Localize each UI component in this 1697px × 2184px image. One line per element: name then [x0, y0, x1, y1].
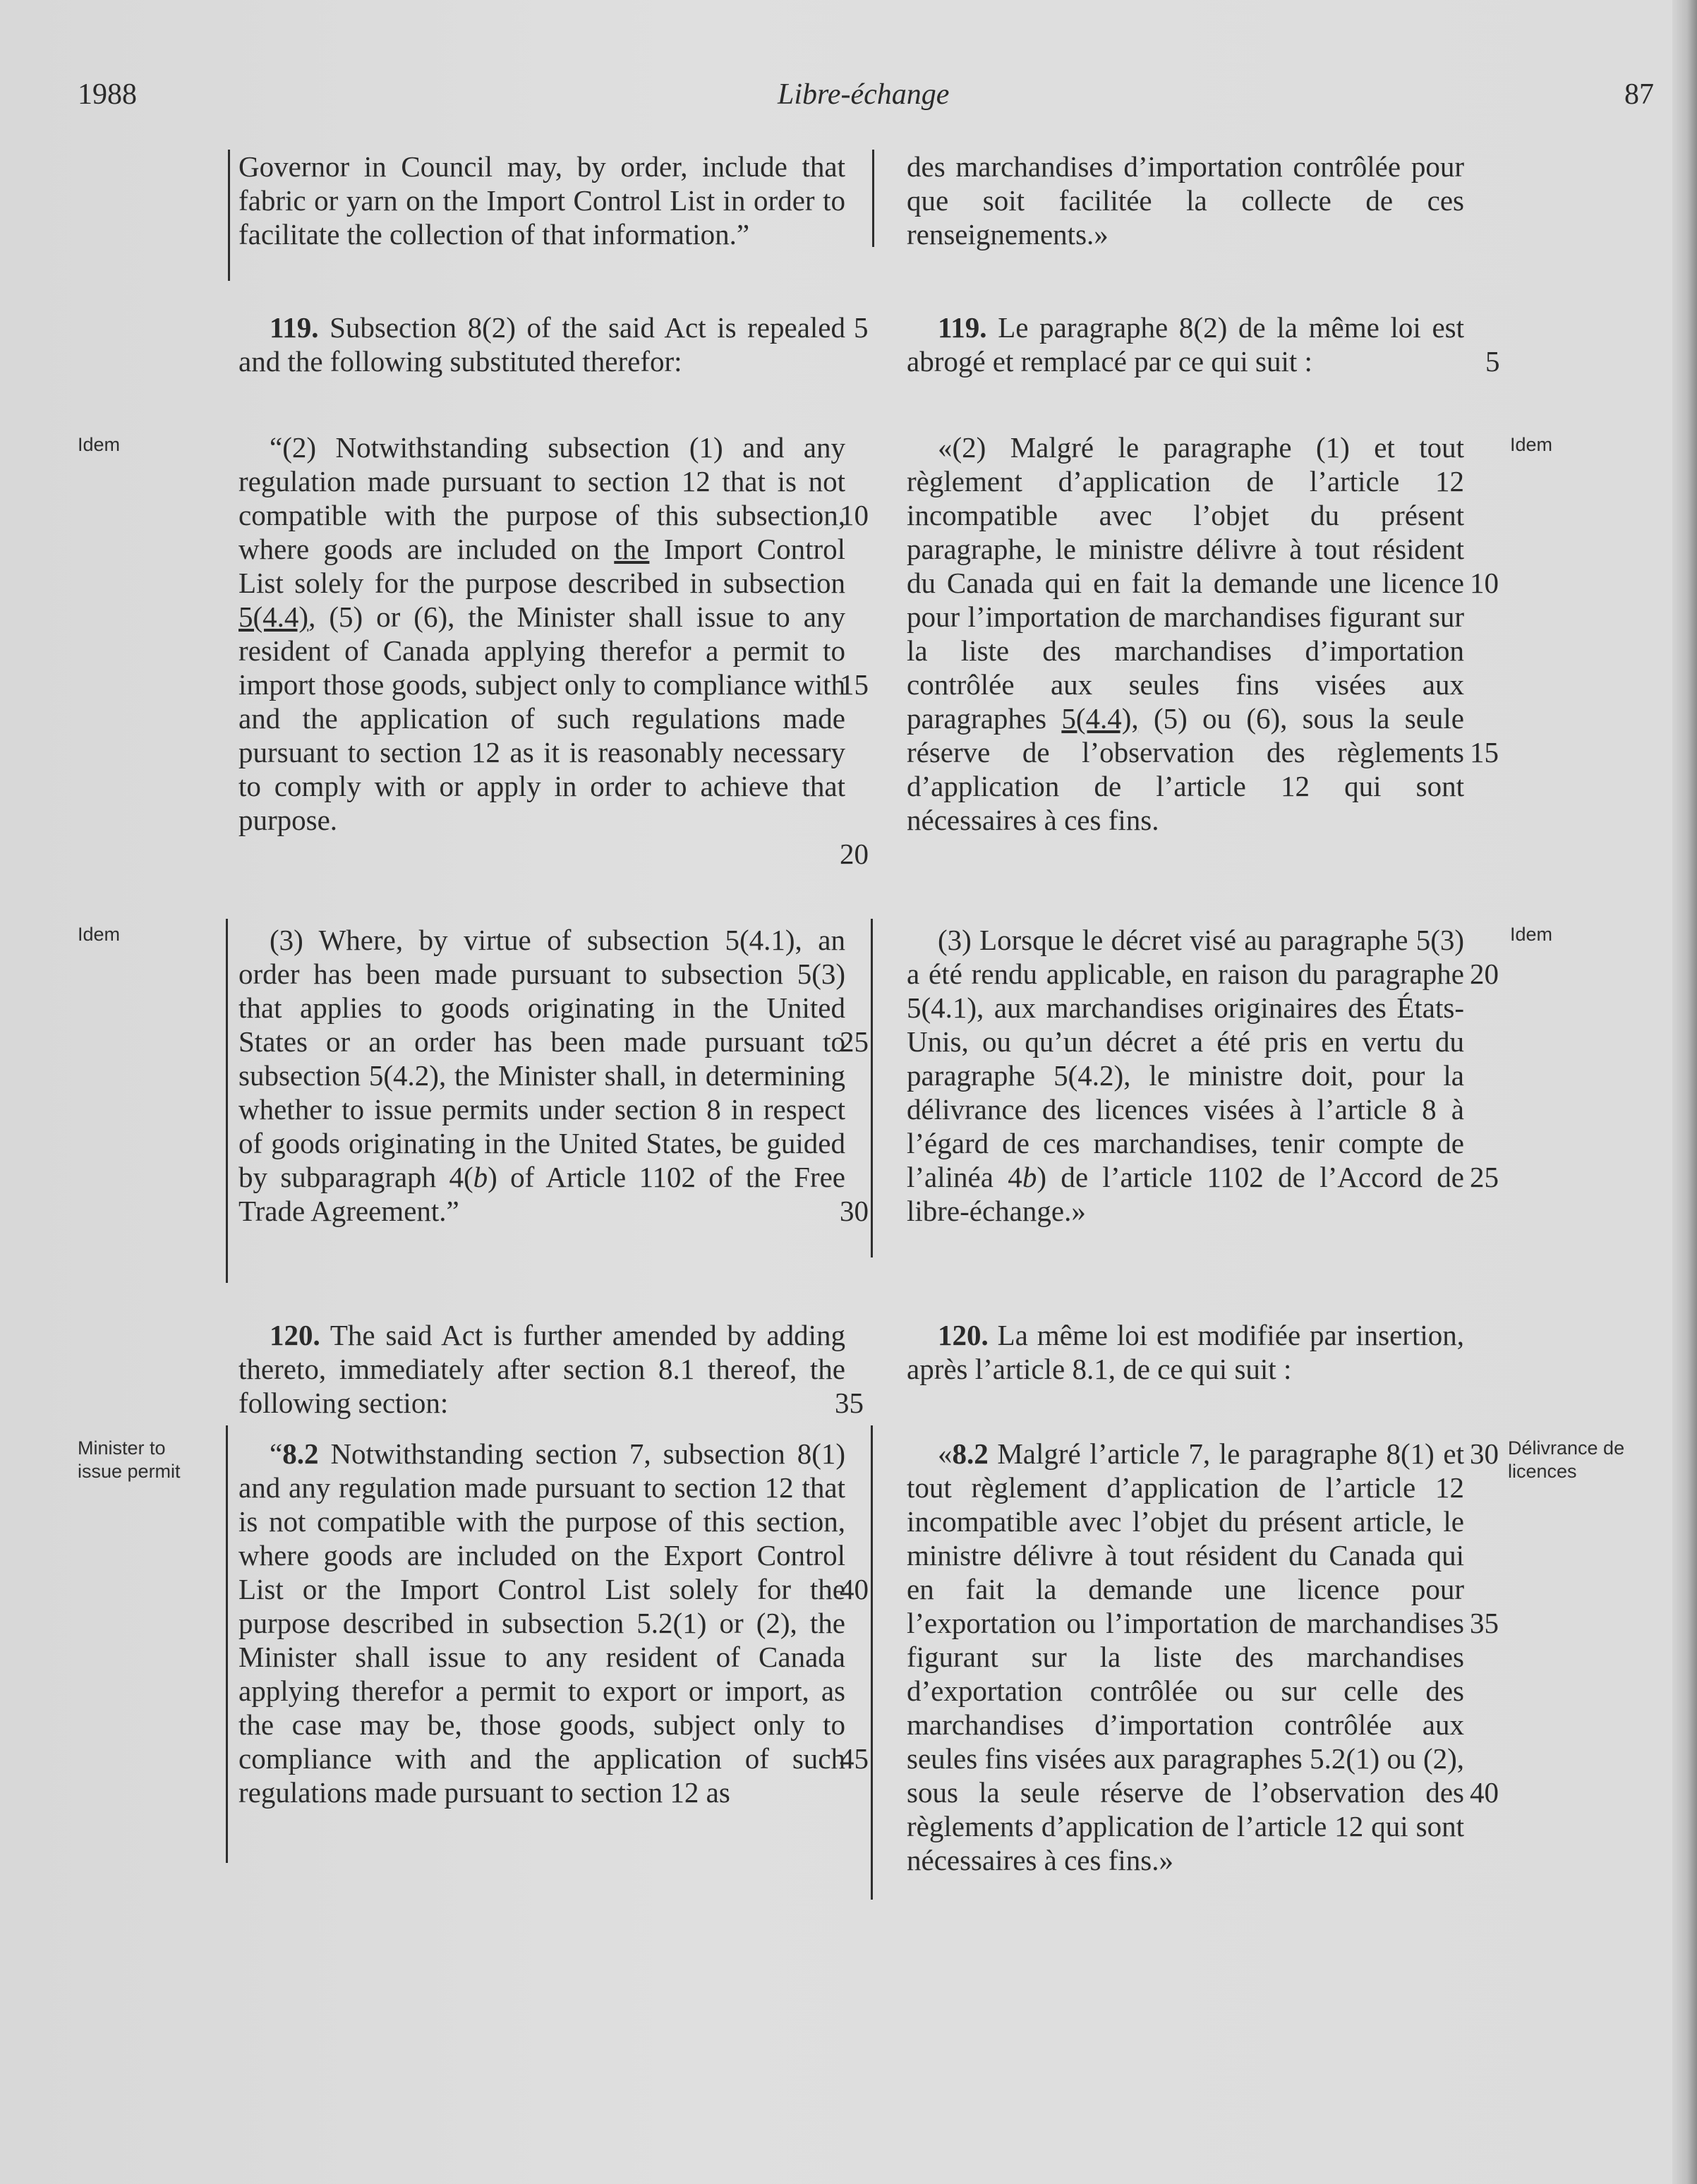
line-number-en: 40 [840, 1573, 869, 1605]
line-number-fr: 5 [1485, 345, 1500, 378]
fr-s82-text: Malgré l’article 7, le paragraphe 8(1) et tout règlement d’application de l’article 12 incompatible avec l’objet du présent article, le ministre délivre à tout résident du Canada qui en fait la demande une licence pour l’exportation ou l’importation de marchandises figurant sur la liste des marchandises d’exportation contrôlée ou sur celle des marchandises d’importation contrôlée aux seules fins visées aux paragraphes 5.2(1) ou (2), sous la seule réserve de l’observation des règlements d’application de l’article 12 qui sont nécessaires à ces fins.» [907, 1437, 1464, 1876]
en-sub2-underlined-the: the [614, 533, 650, 565]
margin-note-line: issue permit [78, 1461, 181, 1482]
en-s82-number: 8.2 [282, 1437, 319, 1470]
change-bar-fr-s82 [871, 1425, 873, 1900]
margin-note-idem-en-2: Idem [78, 924, 121, 945]
line-number-fr: 35 [1470, 1607, 1499, 1639]
en-sub2-underlined-reference: 5(4.4) [238, 601, 309, 633]
en-sub3-text-c: ) of Article 1102 of the Free Trade Agreement.” [238, 1161, 846, 1227]
fr-s82-open-quote: « [938, 1437, 953, 1470]
change-bar-en-sub3 [226, 919, 228, 1283]
line-number-en: 30 [840, 1195, 869, 1227]
en-sub2-text-a: “(2) Notwithstanding subsection (1) and any regulation made pursuant to section 12 that is not compatible with the purpose of this subsection, where goods are included on [238, 431, 845, 565]
en-subsection-3 [238, 923, 845, 1228]
fr-intro-text: des marchandises d’importation contrôlée pour que soit facilitée la collecte de ces renseignements.» [907, 150, 1464, 251]
margin-note-idem-en-1: Idem [78, 434, 121, 455]
en-s82-open-quote: “ [270, 1437, 283, 1470]
line-number-fr: 40 [1470, 1776, 1499, 1809]
line-number-fr: 20 [1470, 958, 1499, 990]
en-section-120-text: The said Act is further amended by adding thereto, immediately after section 8.1 thereof, the following section: [238, 1319, 845, 1419]
margin-note-line: Délivrance de [1508, 1437, 1625, 1459]
en-section-8-2 [238, 1437, 845, 1809]
margin-note-delivrance-de-licences [1508, 1437, 1624, 1483]
en-section-120 [238, 1318, 845, 1420]
line-number-fr: 30 [1470, 1437, 1499, 1470]
margin-note-line: licences [1508, 1461, 1577, 1482]
fr-section-119-number: 119. [938, 311, 987, 344]
line-number-en: 10 [840, 499, 869, 531]
en-sub2-text-b: Import Control List solely for the purpose described in subsection [238, 533, 845, 599]
fr-subsection-3 [907, 923, 1464, 1228]
line-number-en: 45 [840, 1742, 869, 1775]
fr-section-119-text: Le paragraphe 8(2) de la même loi est abrogé et remplacé par ce qui suit : [907, 311, 1464, 378]
line-number-en: 20 [840, 838, 869, 870]
change-bar-fr-intro [872, 150, 874, 247]
header-page-number: 87 [1624, 78, 1654, 111]
fr-section-120-text: La même loi est modifiée par insertion, après l’article 8.1, de ce qui suit : [907, 1319, 1464, 1385]
en-intro-paragraph [238, 150, 845, 251]
fr-sub2-text-a: «(2) Malgré le paragraphe (1) et tout règlement d’application de l’article 12 incompatible avec l’objet du présent paragraphe, le ministre délivre à tout résident du Canada qui en fait la demande une licence pour l’importation de marchandises figurant sur la liste des marchandises d’importation contrôlée aux seules fins visées aux paragraphes [907, 431, 1464, 735]
en-section-119-number: 119. [270, 311, 319, 344]
change-bar-en-s82 [226, 1425, 228, 1863]
fr-sub3-text-c: ) de l’article 1102 de l’Accord de libre-échange.» [907, 1161, 1464, 1227]
en-section-119 [238, 310, 845, 378]
margin-note-idem-fr-1: Idem [1510, 434, 1553, 455]
fr-subsection-2 [907, 430, 1464, 837]
change-bar-en-intro [228, 150, 230, 281]
en-intro-text: Governor in Council may, by order, include that fabric or yarn on the Import Control List in order to facilitate the collection of that information.” [238, 150, 845, 251]
fr-sub3-italic-b: b [1022, 1161, 1037, 1193]
line-number-en: 15 [840, 668, 869, 701]
header-year: 1988 [78, 78, 137, 111]
fr-section-119 [907, 310, 1464, 378]
fr-s82-number: 8.2 [952, 1437, 989, 1470]
line-number-en: 25 [840, 1025, 869, 1058]
fr-intro-paragraph [907, 150, 1464, 251]
en-subsection-2 [238, 430, 845, 837]
line-number-fr: 25 [1470, 1161, 1499, 1193]
page-edge-shadow [1672, 0, 1697, 2184]
fr-sub3-text-a: (3) Lorsque le décret visé au paragraphe 5(3) a été rendu applicable, en raison du paragraphe 5(4.1), aux marchandises originaires des États-Unis, ou qu’un décret a été pris en vertu du paragraphe 5(4.2), le ministre doit, pour la délivrance des licences visées à l’article 8 à l’égard de ces marchandises, tenir compte de l’alinéa 4 [907, 924, 1464, 1193]
margin-note-line: Minister to [78, 1437, 166, 1459]
fr-section-120 [907, 1318, 1464, 1386]
en-sub2-text-c: , (5) or (6), the Minister shall issue to any resident of Canada applying therefor a permit to import those goods, subject only to compliance with and the application of such regulations made pursuant to section 12 as it is reasonably necessary to comply with or apply in order to achieve that purpose. [238, 601, 845, 836]
margin-note-idem-fr-2: Idem [1510, 924, 1553, 945]
line-number-fr: 10 [1470, 567, 1499, 599]
line-number-en: 5 [854, 311, 869, 344]
en-sub3-italic-b: b [473, 1161, 488, 1193]
en-section-120-number: 120. [270, 1319, 320, 1351]
fr-section-8-2 [907, 1437, 1464, 1877]
line-number-en: 35 [835, 1387, 864, 1419]
line-number-fr: 15 [1470, 736, 1499, 768]
en-section-119-text: Subsection 8(2) of the said Act is repealed and the following substituted therefor: [238, 311, 845, 378]
fr-sub2-underlined-reference: 5(4.4), [1061, 702, 1139, 735]
change-bar-fr-sub3 [871, 919, 873, 1257]
margin-note-minister-to-issue-permit [78, 1437, 181, 1483]
en-sub3-text-a: (3) Where, by virtue of subsection 5(4.1), an order has been made pursuant to subsection 5(3) that applies to goods originating in the United States or an order has been made pursuant to subsection 5(4.2), the Minister shall, in determining whether to issue permits under section 8 in respect of goods originating in the United States, be guided by subparagraph 4( [238, 924, 845, 1193]
fr-section-120-number: 120. [938, 1319, 989, 1351]
en-s82-text: Notwithstanding section 7, subsection 8(1) and any regulation made pursuant to section 12 that is not compatible with the purpose of this section, where goods are included on the Export Control List or the Import Control List solely for the purpose described in subsection 5.2(1) or (2), the Minister shall issue to any resident of Canada applying therefor a permit to export or import, as the case may be, those goods, subject only to compliance with and the application of such regulations made pursuant to section 12 as [238, 1437, 845, 1809]
fr-sub2-text-b: (5) ou (6), sous la seule réserve de l’observation des règlements d’application de l’article 12 qui sont nécessaires à ces fins. [907, 702, 1464, 836]
header-title: Libre-échange [778, 78, 950, 111]
